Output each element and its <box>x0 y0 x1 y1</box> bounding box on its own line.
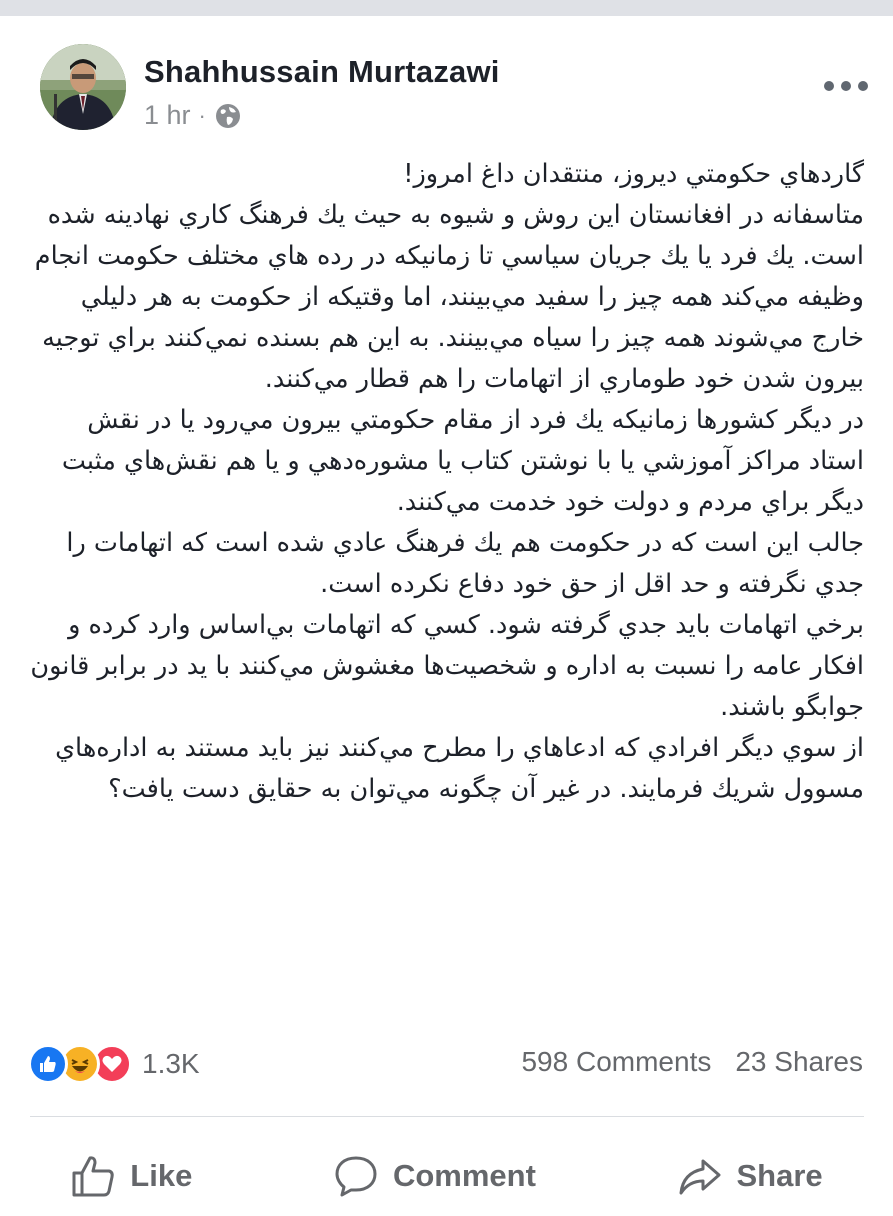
meta-separator: · <box>198 102 206 128</box>
comment-label: Comment <box>392 1158 536 1193</box>
like-label: Like <box>130 1158 193 1193</box>
post-paragraph: متاسفانه در افغانستان اين روش و شيوه به حيث يك فرهنگ کاري نهادينه شده است. يك فرد يا يك جريان سياسي تا زمانيکه در رده هاي مختلف حکومت انجام وظيفه مي‌کند همه چيز را سفيد مي‌بينند، اما وقتيکه از حکومت به هر دليلي خارج مي‌شوند همه چيز را سياه مي‌بينند. به اين هم بسنده نمي‌کنند براي توجيه بيرون شدن خود طوماري از اتهامات را هم قطار مي‌کنند. <box>34 200 864 394</box>
like-button[interactable] <box>70 1153 192 1199</box>
post-paragraph: جالب اين است که در حکومت هم يك فرهنگ عادي شده است که اتهامات را جدي نگرفته و حد اقل از حق خود دفاع نکرده است. <box>66 528 864 599</box>
post-card <box>0 16 893 1200</box>
shares-count[interactable]: 23 Shares <box>735 1046 863 1077</box>
share-label: Share <box>736 1158 823 1193</box>
comment-button[interactable] <box>333 1153 536 1199</box>
post-text <box>30 154 864 810</box>
share-arrow-icon <box>677 1153 723 1199</box>
comment-icon <box>333 1153 379 1199</box>
action-bar <box>0 1136 893 1216</box>
post-paragraph: در ديگر کشورها زمانيکه يك فرد از مقام حکومتي بيرون مي‌رود يا در نقش استاد مراکز آموزشي يا با نوشتن کتاب يا مشوره‌دهي و يا هم نقش‌هاي مثبت ديگر براي مردم و دولت خود خدمت مي‌کنند. <box>61 405 864 517</box>
comments-count[interactable]: 598 Comments <box>521 1046 712 1077</box>
reaction-count: 1.3K <box>142 1048 200 1079</box>
post-time[interactable]: 1 hr <box>144 100 191 130</box>
post-meta <box>144 100 242 131</box>
like-reaction-icon <box>28 1044 68 1084</box>
avatar[interactable] <box>40 44 126 130</box>
post-paragraph: برخي اتهامات بايد جدي گرفته شود. کسي که اتهامات بي‌اساس وارد کرده و افکار عامه را نسبت به اداره و شخصيت‌ها مغشوش مي‌کنند با يد در برابر قانون جوابگو باشند. <box>30 610 864 722</box>
post-paragraph: از سوي ديگر افرادي که ادعاهاي را مطرح مي‌کنند نيز بايد مستند به اداره‌هاي مسوول شريك فرمايند. در غير آن چگونه مي‌توان به حقايق دست يافت؟ <box>55 733 864 804</box>
more-options-icon[interactable] <box>824 76 870 96</box>
author-name[interactable]: Shahhussain Murtazawi <box>144 54 500 89</box>
top-separator-strip <box>0 0 893 16</box>
avatar-image <box>40 44 126 130</box>
engagement-counts <box>521 1046 863 1078</box>
thumbs-up-icon <box>70 1153 116 1199</box>
globe-icon <box>214 102 242 130</box>
reactions-summary[interactable] <box>28 1042 200 1086</box>
divider <box>30 1116 864 1117</box>
post-paragraph: گاردهاي حکومتي ديروز، منتقدان داغ امروز! <box>403 159 864 189</box>
post-header <box>40 44 870 144</box>
share-button[interactable] <box>677 1153 823 1199</box>
